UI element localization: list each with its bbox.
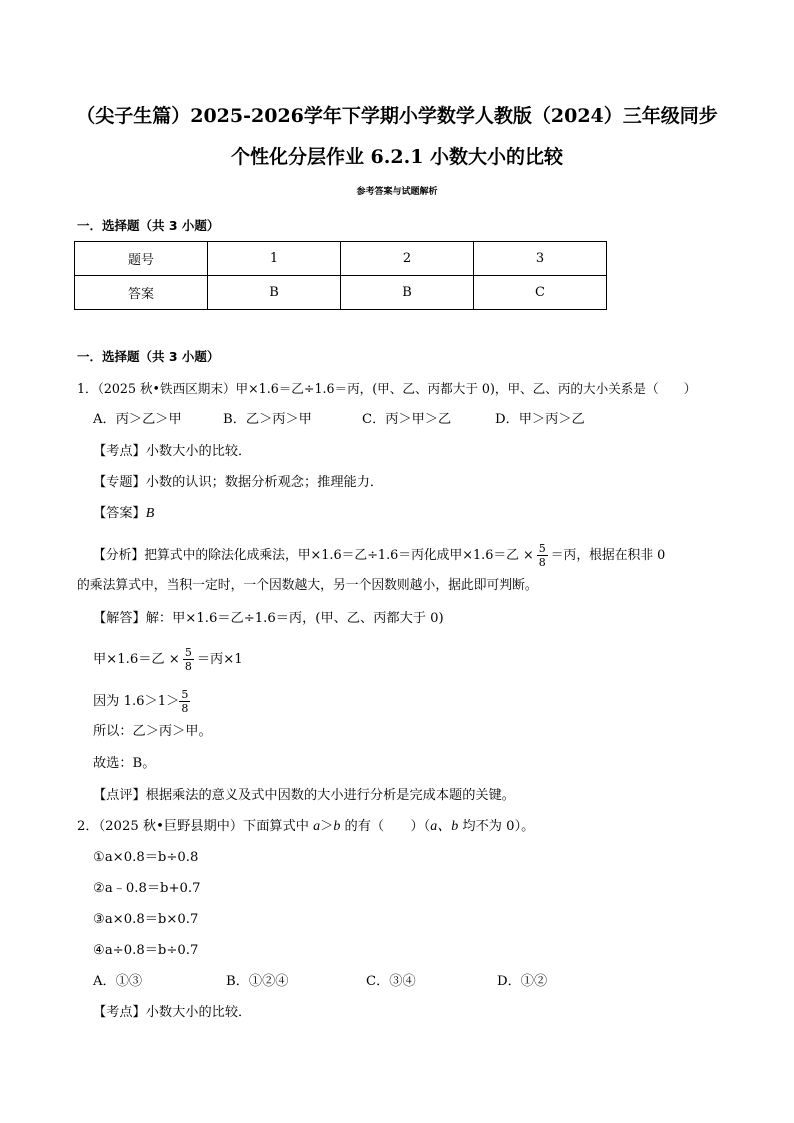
equation-3: ③a×0.8＝b×0.7 — [93, 912, 199, 927]
variable-a: a — [313, 819, 321, 834]
section-heading-solutions: 一．选择题（共 3 小题） — [77, 349, 220, 364]
q1-kaodian — [93, 443, 251, 461]
answer-table — [74, 241, 607, 310]
question-1-options — [93, 411, 585, 429]
stem-text-d: 均不为 0）。 — [458, 819, 535, 834]
table-cell: C — [474, 276, 607, 310]
stem-variables: a、b — [430, 819, 459, 834]
option-d: D．甲＞丙＞乙 — [495, 412, 585, 427]
q1-step-4: 故选：B。 — [93, 756, 156, 771]
table-cell: B — [208, 276, 341, 310]
fraction-numerator: 5 — [184, 646, 192, 659]
table-cell: 1 — [208, 242, 341, 276]
jieda-tag: 【解答】 — [93, 611, 146, 626]
zhuanti-text: 小数的认识；数据分析观念；推理能力． — [145, 475, 384, 490]
equation-4: ④a÷0.8＝b÷0.7 — [93, 943, 199, 958]
fraction-denominator: 8 — [184, 660, 192, 673]
q1-daan — [93, 505, 154, 523]
fraction-numerator: 5 — [181, 688, 189, 701]
question-2-stem — [77, 818, 534, 836]
kaodian-tag: 【考点】 — [93, 444, 146, 459]
option-b: B．乙＞丙＞甲 — [223, 412, 312, 427]
document-subtitle: 参考答案与试题解析 — [356, 187, 438, 197]
table-header-cell: 答案 — [75, 276, 208, 310]
option-c: C．③④ — [366, 974, 416, 989]
kaodian-text: 小数大小的比较． — [145, 444, 252, 459]
option-a: A．①③ — [93, 974, 143, 989]
document-title-line-1: （尖子生篇）2025-2026学年下学期小学数学人教版（2024）三年级同步 — [76, 105, 718, 127]
equation-2: ②a﹣0.8＝b+0.7 — [93, 881, 201, 896]
equation-1: ①a×0.8＝b÷0.8 — [93, 850, 199, 865]
table-header-cell: 题号 — [75, 242, 208, 276]
table-cell: 2 — [341, 242, 474, 276]
option-a: A．丙＞乙＞甲 — [93, 412, 182, 427]
greater-than-sign: ＞ — [320, 819, 334, 834]
section-heading-answer-table: 一．选择题（共 3 小题） — [77, 218, 220, 233]
q1-fenxi-line-1 — [93, 542, 665, 569]
q1-step-3: 所以：乙＞丙＞甲。 — [93, 724, 212, 739]
jieda-text: 解：甲×1.6＝乙÷1.6＝丙，(甲、乙、丙都大于 0) — [145, 611, 444, 626]
option-b: B．①②④ — [226, 974, 289, 989]
table-cell: B — [341, 276, 474, 310]
option-d: D．①② — [497, 974, 548, 989]
step-2-text: 因为 1.6＞1＞ — [93, 694, 180, 709]
step-1-text-a: 甲×1.6＝乙 × — [93, 652, 180, 667]
fenxi-tag: 【分析】 — [93, 548, 145, 563]
fenxi-text-a: 把算式中的除法化成乘法，甲×1.6＝乙÷1.6＝丙化成甲×1.6＝乙 × — [144, 548, 534, 563]
fraction-denominator: 8 — [538, 556, 546, 569]
stem-text-a: 2．（2025 秋•巨野县期中）下面算式中 — [77, 819, 314, 834]
document-title-line-2: 个性化分层作业 6.2.1 小数大小的比较 — [230, 146, 564, 168]
fraction-numerator: 5 — [538, 542, 546, 555]
q2-kaodian — [93, 1004, 251, 1022]
daan-text: B — [145, 506, 155, 521]
q1-jieda — [93, 610, 444, 628]
zhuanti-tag: 【专题】 — [93, 475, 146, 490]
fenxi-text-b: ＝丙，根据在积非 0 — [550, 548, 666, 563]
table-row — [75, 242, 607, 276]
q1-dianping — [93, 787, 515, 805]
step-1-text-b: ＝丙×1 — [196, 652, 243, 667]
dianping-tag: 【点评】 — [93, 788, 146, 803]
stem-text-b: 的有（ ）（ — [340, 819, 431, 834]
q1-step-2 — [93, 688, 193, 715]
table-cell: 3 — [474, 242, 607, 276]
fraction-5-8 — [183, 646, 194, 673]
q1-step-1 — [93, 646, 243, 673]
q1-fenxi-line-2: 的乘法算式中，当积一定时，一个因数越大，另一个因数则越小，据此即可判断。 — [77, 578, 538, 593]
kaodian-text: 小数大小的比较． — [145, 1005, 252, 1020]
table-row — [75, 276, 607, 310]
fraction-5-8 — [537, 542, 548, 569]
variable-b: b — [333, 819, 341, 834]
q1-zhuanti — [93, 474, 383, 492]
daan-tag: 【答案】 — [93, 506, 146, 521]
kaodian-tag: 【考点】 — [93, 1005, 146, 1020]
option-c: C．丙＞甲＞乙 — [362, 412, 452, 427]
question-1-stem: 1．（2025 秋•铁西区期末）甲×1.6＝乙÷1.6＝丙，(甲、乙、丙都大于 0)，甲、乙、丙的大小关系是（ ） — [77, 381, 697, 396]
question-2-options — [93, 973, 547, 991]
dianping-text: 根据乘法的意义及式中因数的大小进行分析是完成本题的关键。 — [145, 788, 515, 803]
fraction-denominator: 8 — [181, 702, 189, 715]
fraction-5-8 — [179, 688, 190, 715]
